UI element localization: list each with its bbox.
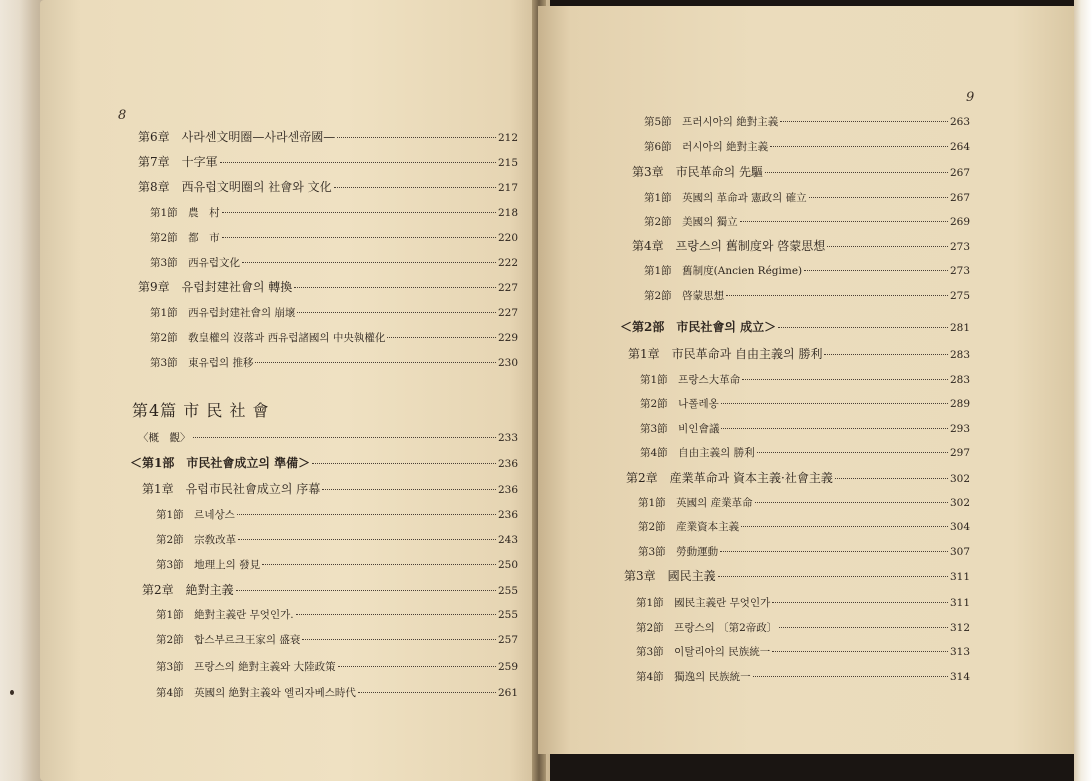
- toc-entry-label: 第9章 유럽封建社會의 轉換: [138, 280, 293, 294]
- toc-entry: [150, 206, 518, 220]
- toc-entry-label: 第1節 프랑스大革命: [640, 374, 741, 386]
- leader-dots: [297, 312, 496, 313]
- toc-entry-label: 第2節 나폴레옹: [640, 398, 719, 410]
- toc-entry-page: 257: [497, 634, 518, 646]
- toc-entry: [644, 289, 970, 303]
- toc-entry-page: 289: [949, 398, 970, 410]
- toc-entry-page: 312: [949, 622, 970, 634]
- toc-entry: [150, 331, 518, 345]
- toc-entry: [142, 583, 518, 598]
- toc-entry: [644, 264, 970, 278]
- toc-entry-label: 第1節 르네상스: [156, 509, 235, 521]
- toc-entry-label: 第1章 市民革命과 自由主義의 勝利: [628, 347, 823, 361]
- leader-dots: [720, 551, 948, 552]
- leader-dots: [220, 162, 496, 163]
- toc-entry: [632, 239, 970, 254]
- toc-entry-page: 304: [949, 521, 970, 533]
- toc-entry: [156, 660, 518, 674]
- toc-entry: [632, 165, 970, 180]
- toc-entry-label: 第3章 市民革命의 先驅: [632, 165, 764, 179]
- toc-entry: [150, 356, 518, 370]
- toc-entry: [130, 456, 518, 471]
- toc-entry-page: 215: [497, 157, 518, 169]
- toc-entry-label: 第3章 國民主義: [624, 569, 716, 583]
- toc-entry-page: 283: [949, 349, 970, 361]
- toc-entry: [150, 231, 518, 245]
- section-heading: 第4篇 市 民 社 會: [132, 401, 270, 420]
- toc-entry-label: 第2節 美國의 獨立: [644, 216, 738, 228]
- toc-entry-page: 273: [949, 265, 970, 277]
- toc-entry-label: 第7章 十字軍: [138, 155, 218, 169]
- leader-dots: [741, 526, 948, 527]
- toc-entry: [156, 508, 518, 522]
- leader-dots: [338, 666, 496, 667]
- toc-entry-label: 第2節 합스부르크王家의 盛衰: [156, 634, 301, 646]
- toc-entry-page: 267: [949, 192, 970, 204]
- toc-entry-label: 第2節 都 市: [150, 232, 220, 244]
- toc-entry-label: 第3節 이탈리아의 民族統一: [636, 646, 771, 658]
- toc-entry-label: 第1節 英國의 革命과 憲政의 確立: [644, 192, 807, 204]
- toc-entry: [644, 215, 970, 229]
- toc-entry-label: 第4節 自由主義의 勝利: [640, 447, 755, 459]
- toc-entry-page: 275: [949, 290, 970, 302]
- toc-entry-page: 273: [949, 241, 970, 253]
- leader-dots: [334, 187, 496, 188]
- toc-entry-page: 259: [497, 661, 518, 673]
- toc-entry: [150, 306, 518, 320]
- page-number: 8: [118, 108, 127, 123]
- toc-entry: [640, 397, 970, 411]
- toc-entry: [620, 320, 970, 335]
- toc-entry-label: 第4章 프랑스의 舊制度와 啓蒙思想: [632, 239, 826, 253]
- page-number: 9: [966, 90, 975, 105]
- leader-dots: [312, 463, 496, 464]
- leader-dots: [804, 270, 948, 271]
- toc-entry-label: 第1節 農 村: [150, 207, 220, 219]
- toc-entry: [624, 569, 970, 584]
- toc-entry-label: 第2節 敎皇權의 沒落과 西유럽諸國의 中央執權化: [150, 332, 386, 344]
- toc-entry: [138, 280, 518, 295]
- toc-entry: [644, 115, 970, 129]
- leader-dots: [238, 539, 496, 540]
- toc-entry-label: 第2章 絶對主義: [142, 583, 234, 597]
- leader-dots: [779, 627, 948, 628]
- leader-dots: [827, 246, 948, 247]
- toc-entry-label: 第1節 絶對主義란 무엇인가.: [156, 609, 294, 621]
- toc-entry-page: 236: [497, 509, 518, 521]
- toc-entry-page: 227: [497, 282, 518, 294]
- toc-entry-page: 255: [497, 609, 518, 621]
- leader-dots: [755, 502, 948, 503]
- toc-entry-label: 第4節 獨逸의 民族統一: [636, 671, 751, 683]
- leader-dots: [835, 478, 948, 479]
- toc-entry-page: 230: [497, 357, 518, 369]
- toc-entry-label: ＜第1部 市民社會成立의 準備＞: [130, 456, 311, 470]
- leader-dots: [242, 262, 496, 263]
- leader-dots: [236, 590, 496, 591]
- toc-entry-label: 第3節 프랑스의 絶對主義와 大陸政策: [156, 661, 336, 673]
- toc-entry-page: 283: [949, 374, 970, 386]
- toc-entry-page: 243: [497, 534, 518, 546]
- toc-entry-page: 293: [949, 423, 970, 435]
- toc-entry: [156, 533, 518, 547]
- toc-entry: [626, 471, 970, 486]
- toc-entry: [644, 140, 970, 154]
- toc-entry-label: 第3節 비인會議: [640, 423, 720, 435]
- leader-dots: [721, 428, 947, 429]
- leader-dots: [740, 221, 948, 222]
- toc-entry-page: 217: [497, 182, 518, 194]
- toc-entry: [636, 645, 970, 659]
- toc-entry: [640, 446, 970, 460]
- leader-dots: [222, 237, 496, 238]
- toc-entry-page: 311: [949, 571, 970, 583]
- toc-entry: [628, 347, 970, 362]
- leader-dots: [770, 146, 948, 147]
- toc-entry-page: 297: [949, 447, 970, 459]
- toc-entry-page: 313: [949, 646, 970, 658]
- toc-entry-page: 264: [949, 141, 970, 153]
- leader-dots: [780, 121, 948, 122]
- toc-entry-label: 第2節 産業資本主義: [638, 521, 740, 533]
- leader-dots: [809, 197, 948, 198]
- toc-entry-page: 263: [949, 116, 970, 128]
- toc-entry: [156, 608, 518, 622]
- toc-entry-label: 第1節 西유럽封建社會의 崩壞: [150, 307, 296, 319]
- toc-entry-page: 267: [949, 167, 970, 179]
- toc-entry-page: 212: [497, 132, 518, 144]
- left-page: [40, 0, 550, 781]
- toc-entry: [638, 545, 970, 559]
- toc-entry: [640, 422, 970, 436]
- toc-entry: [138, 155, 518, 170]
- leader-dots: [753, 676, 948, 677]
- toc-entry-label: 第1章 유럽市民社會成立의 序幕: [142, 482, 321, 496]
- leader-dots: [358, 692, 496, 693]
- leader-dots: [322, 489, 496, 490]
- leader-dots: [772, 651, 948, 652]
- toc-entry: [636, 596, 970, 610]
- leader-dots: [296, 614, 496, 615]
- leader-dots: [757, 452, 948, 453]
- toc-entry: [644, 191, 970, 205]
- toc-entry: [156, 686, 518, 700]
- leader-dots: [718, 576, 948, 577]
- toc-entry-label: ＜第2部 市民社會의 成立＞: [620, 320, 777, 334]
- toc-entry-page: 311: [949, 597, 970, 609]
- toc-entry-label: 第8章 西유럽文明圈의 社會와 文化: [138, 180, 332, 194]
- toc-entry-page: 255: [497, 585, 518, 597]
- toc-entry-label: 第2節 啓蒙思想: [644, 290, 725, 302]
- toc-entry: [156, 558, 518, 572]
- toc-entry: [640, 373, 970, 387]
- toc-entry: [138, 431, 518, 445]
- toc-entry-page: 236: [497, 458, 518, 470]
- toc-entry-label: 第2節 宗敎改革: [156, 534, 237, 546]
- toc-entry-label: 第5節 프러시아의 絶對主義: [644, 116, 779, 128]
- toc-entry-label: 第6節 러시아의 絶對主義: [644, 141, 769, 153]
- toc-entry-page: 250: [497, 559, 518, 571]
- toc-entry-label: 第6章 사라센文明圈—사라센帝國—: [138, 130, 336, 144]
- toc-entry-page: 314: [949, 671, 970, 683]
- toc-entry: [142, 482, 518, 497]
- leader-dots: [824, 354, 948, 355]
- toc-entry-label: 〈概 觀〉: [138, 432, 191, 444]
- toc-entry: [638, 520, 970, 534]
- toc-entry-page: 218: [497, 207, 518, 219]
- leader-dots: [765, 172, 948, 173]
- toc-entry: [138, 180, 518, 195]
- toc-entry-label: 第1節 英國의 産業革命: [638, 497, 753, 509]
- toc-entry-label: 第3節 東유럽의 推移: [150, 357, 254, 369]
- toc-entry-page: 261: [497, 687, 518, 699]
- leader-dots: [778, 327, 948, 328]
- toc-entry-label: 第2章 産業革命과 資本主義·社會主義: [626, 471, 833, 485]
- leader-dots: [721, 403, 948, 404]
- toc-entry-label: 第4節 英國의 絶對主義와 엘리자베스時代: [156, 687, 356, 699]
- leader-dots: [726, 295, 948, 296]
- toc-entry-page: 220: [497, 232, 518, 244]
- toc-entry-label: 第3節 勞動運動: [638, 546, 719, 558]
- leader-dots: [742, 379, 948, 380]
- toc-entry: [138, 130, 518, 145]
- right-page-edge: [1074, 0, 1092, 781]
- ink-blot: [10, 690, 14, 695]
- toc-entry-page: 227: [497, 307, 518, 319]
- toc-entry: [156, 633, 518, 647]
- toc-entry-label: 第1節 舊制度(Ancien Régime): [644, 265, 803, 277]
- toc-entry-page: 229: [497, 332, 518, 344]
- leader-dots: [222, 212, 496, 213]
- leader-dots: [262, 564, 496, 565]
- toc-entry-page: 302: [949, 497, 970, 509]
- leader-dots: [387, 337, 496, 338]
- right-page: [538, 6, 1078, 754]
- leader-dots: [337, 137, 496, 138]
- leader-dots: [193, 437, 496, 438]
- toc-entry-page: 269: [949, 216, 970, 228]
- toc-entry-label: 第1節 國民主義란 무엇인가: [636, 597, 771, 609]
- toc-entry-label: 第3節 地理上의 發見: [156, 559, 261, 571]
- leader-dots: [302, 639, 496, 640]
- toc-entry: [638, 496, 970, 510]
- toc-entry-page: 302: [949, 473, 970, 485]
- leader-dots: [294, 287, 496, 288]
- toc-entry: [150, 256, 518, 270]
- leader-dots: [237, 514, 496, 515]
- toc-entry: [636, 621, 970, 635]
- toc-entry-label: 第2節 프랑스의 〔第2帝政〕: [636, 622, 778, 634]
- toc-entry-label: 第3節 西유럽文化: [150, 257, 240, 269]
- toc-entry-page: 236: [497, 484, 518, 496]
- leader-dots: [772, 602, 948, 603]
- toc-entry-page: 281: [949, 322, 970, 334]
- toc-entry-page: 222: [497, 257, 518, 269]
- leader-dots: [255, 362, 496, 363]
- toc-entry: [636, 670, 970, 684]
- toc-entry-page: 233: [497, 432, 518, 444]
- toc-entry-page: 307: [949, 546, 970, 558]
